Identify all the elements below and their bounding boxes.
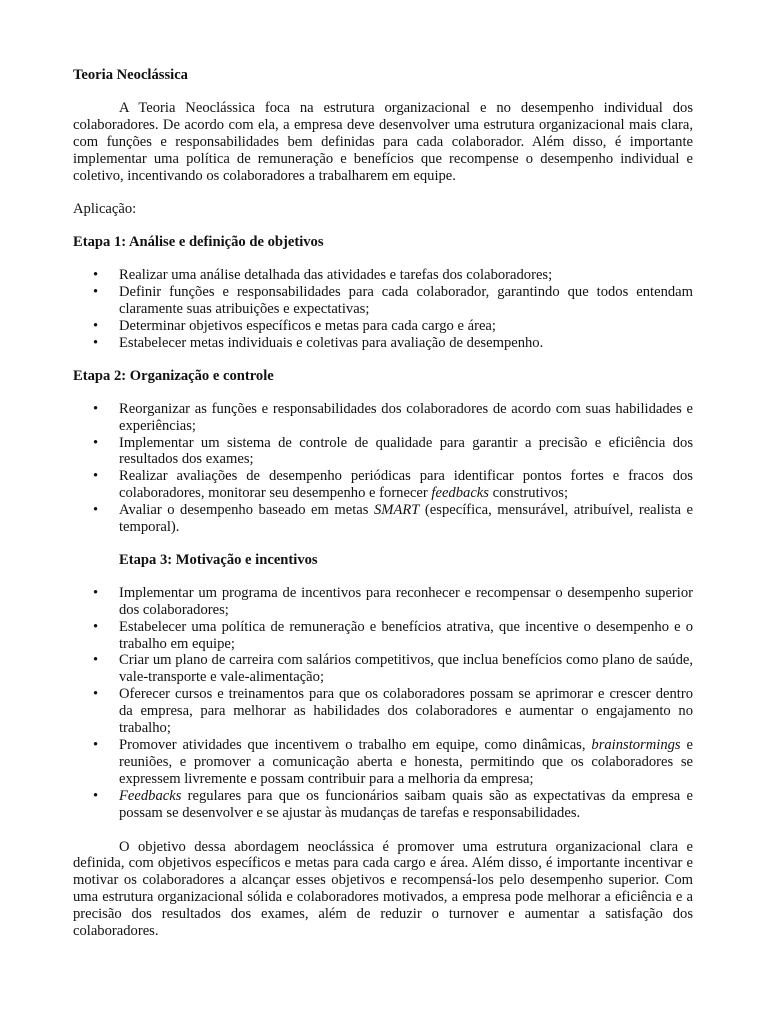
bullet-icon: • (93, 502, 99, 519)
bullet-icon: • (93, 317, 99, 334)
document-page (73, 67, 693, 940)
bullet-icon: • (93, 434, 99, 451)
bullet-icon: • (93, 334, 99, 351)
bullet-icon: • (93, 618, 99, 635)
list-item: • Oferecer cursos e treinamentos para que os colaboradores possam se aprimorar e crescer dentro da empresa, para melhorar as habilidades dos colaboradores e aumentar o engajamento no trabalho; (93, 686, 693, 737)
list-item: • Estabelecer metas individuais e coletivas para avaliação de desempenho. (93, 334, 544, 351)
list-item: • Realizar avaliações de desempenho periódicas para identificar pontos fortes e fracos dos colaboradores, monitorar seu desempenho e fornecer feedbacks construtivos; (93, 468, 693, 502)
list-item: • Criar um plano de carreira com salários competitivos, que inclua benefícios como plano de saúde, vale-transporte e vale-alimentação; (93, 652, 693, 686)
stage1-heading: Etapa 1: Análise e definição de objetivos (73, 234, 324, 251)
list-item: • Implementar um programa de incentivos para reconhecer e recompensar o desempenho superior dos colaboradores; (93, 584, 693, 618)
bullet-icon: • (93, 400, 99, 417)
stage3-list (73, 585, 693, 822)
list-item: • Definir funções e responsabilidades para cada colaborador, garantindo que todos entendam claramente suas atribuições e expectativas; (93, 284, 693, 318)
list-item: • Realizar uma análise detalhada das atividades e tarefas dos colaboradores; (93, 267, 553, 284)
document-title: Teoria Neoclássica (73, 67, 188, 83)
list-item: • Estabelecer uma política de remuneração e benefícios atrativa, que incentive o desempenho e o trabalho em equipe; (93, 618, 693, 652)
list-item: • Promover atividades que incentivem o trabalho em equipe, como dinâmicas, brainstormings e reuniões, e promover a comunicação aberta e honesta, permitindo que os colaboradores se expressem livremente e possam contribuir para a melhoria da empresa; (93, 737, 693, 787)
list-item: • Implementar um sistema de controle de qualidade para garantir a precisão e eficiência dos resultados dos exames; (93, 434, 693, 468)
conclusion-paragraph: O objetivo dessa abordagem neoclássica é promover uma estrutura organizacional clara e definida, com objetivos específicos e metas para cada cargo e área. Além disso, é importante incentivar e motivar os colaboradores a alcançar esses objetivos e recompensá-los pelo desempenho superior. Com uma estrutura organizacional sólida e colaboradores motivados, a empresa pode melhorar a eficiência e a precisão dos resultados dos exames, além de reduzir o turnover e aumentar a satisfação dos colaboradores. (73, 838, 693, 940)
stage2-list (73, 401, 693, 536)
list-item: • Avaliar o desempenho baseado em metas SMART (específica, mensurável, atribuível, realista e temporal). (93, 502, 693, 536)
bullet-icon: • (93, 267, 99, 284)
bullet-icon: • (93, 737, 99, 753)
list-item: • Determinar objetivos específicos e metas para cada cargo e área; (93, 317, 496, 334)
list-item: • Feedbacks regulares para que os funcionários saibam quais são as expectativas da empresa e possam se desenvolver e se ajustar às mudanças de tarefas e responsabilidades. (93, 787, 693, 821)
list-item: • Reorganizar as funções e responsabilidades dos colaboradores de acordo com suas habilidades e experiências; (93, 400, 693, 434)
bullet-icon: • (93, 468, 99, 485)
bullet-icon: • (93, 284, 99, 301)
stage2-heading: Etapa 2: Organização e controle (73, 367, 274, 384)
intro-paragraph: A Teoria Neoclássica foca na estrutura organizacional e no desempenho individual dos colaboradores. De acordo com ela, a empresa deve desenvolver uma estrutura organizacional mais clara, com funções e responsabilidades bem definidas para cada colaborador. Além disso, é importante implementar uma política de remuneração e benefícios que recompense o desempenho individual e coletivo, incentivando os colaboradores a trabalharem em equipe. (73, 99, 693, 184)
stage3-heading: Etapa 3: Motivação e incentivos (119, 551, 318, 568)
bullet-icon: • (93, 584, 99, 601)
bullet-icon: • (93, 686, 99, 703)
bullet-icon: • (93, 652, 99, 669)
bullet-icon: • (93, 787, 99, 804)
stage1-list (73, 267, 693, 352)
application-label: Aplicação: (73, 201, 137, 218)
